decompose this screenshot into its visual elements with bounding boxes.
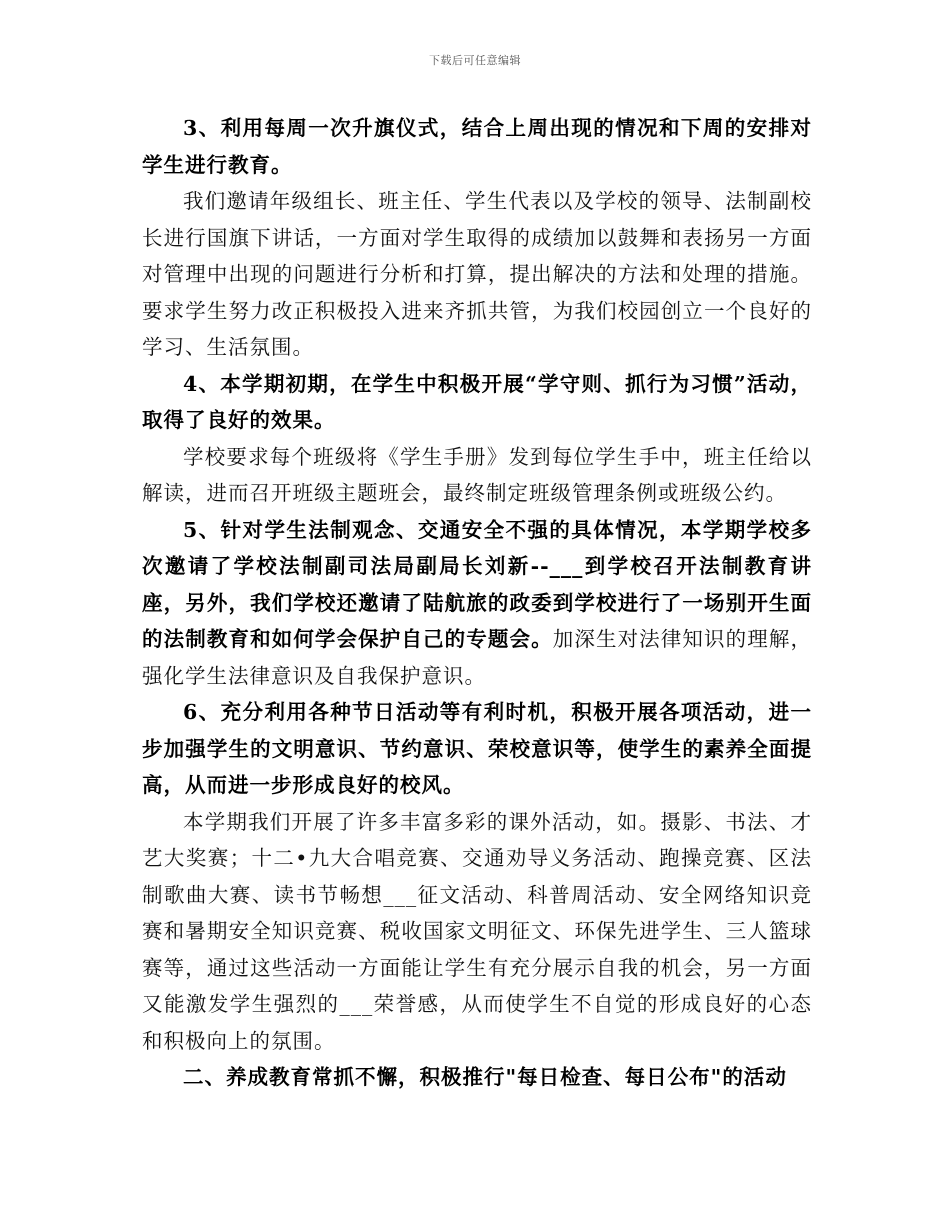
item-6-body: 本学期我们开展了许多丰富多彩的课外活动，如。摄影、书法、才艺大奖赛；十二•九大合唱竞赛、交通劝导义务活动、跑操竞赛、区法制歌曲大赛、读书节畅想___征文活动、科普周活动、安全网络知识竞赛和暑期安全知识竞赛、税收国家文明征文、环保先进学生、三人篮球赛等，通过这些活动一方面能让学生有充分展示自我的机会，另一方面又能激发学生强烈的___荣誉感，从而使学生不自觉的形成良好的心态和积极向上的氛围。 bbox=[142, 809, 812, 1053]
document-body bbox=[142, 110, 812, 1096]
item-6-heading: 6、充分利用各种节日活动等有利时机，积极开展各项活动，进一步加强学生的文明意识、节约意识、荣校意识等，使学生的素养全面提高，从而进一步形成良好的校风。 bbox=[142, 700, 812, 797]
item-3-body: 我们邀请年级组长、班主任、学生代表以及学校的领导、法制副校长进行国旗下讲话，一方面对学生取得的成绩加以鼓舞和表扬另一方面对管理中出现的问题进行分析和打算，提出解决的方法和处理的措施。要求学生努力改正积极投入进来齐抓共管，为我们校园创立一个良好的学习、生活氛围。 bbox=[142, 189, 812, 359]
item-4-heading: 4、本学期初期，在学生中积极开展“学守则、抓行为习惯”活动，取得了良好的效果。 bbox=[142, 371, 812, 432]
item-5-heading: 5、针对学生法制观念、交通安全不强的具体情况，本学期学校多次邀请了学校法制副司法局副局长刘新--___到学校召开法制教育讲座，另外，我们学校还邀请了陆航旅的政委到学校进行了一场别开生面的法制教育和如何学会保护自己的专题会。 bbox=[142, 517, 812, 651]
section-2-heading: 二、养成教育常抓不懈，积极推行"每日检查、每日公布"的活动 bbox=[183, 1065, 787, 1089]
page-header: 下载后可任意编辑 bbox=[429, 54, 521, 67]
item-4-body: 学校要求每个班级将《学生手册》发到每位学生手中，班主任给以解读，进而召开班级主题班会，最终制定班级管理条例或班级公约。 bbox=[142, 444, 812, 505]
item-5-body: 加深生对法律知识的理解，强化学生法律意识及自我保护意识。 bbox=[142, 627, 813, 688]
item-3-heading: 3、利用每周一次升旗仪式，结合上周出现的情况和下周的安排对学生进行教育。 bbox=[142, 116, 812, 177]
item-5-paragraph bbox=[142, 512, 812, 695]
